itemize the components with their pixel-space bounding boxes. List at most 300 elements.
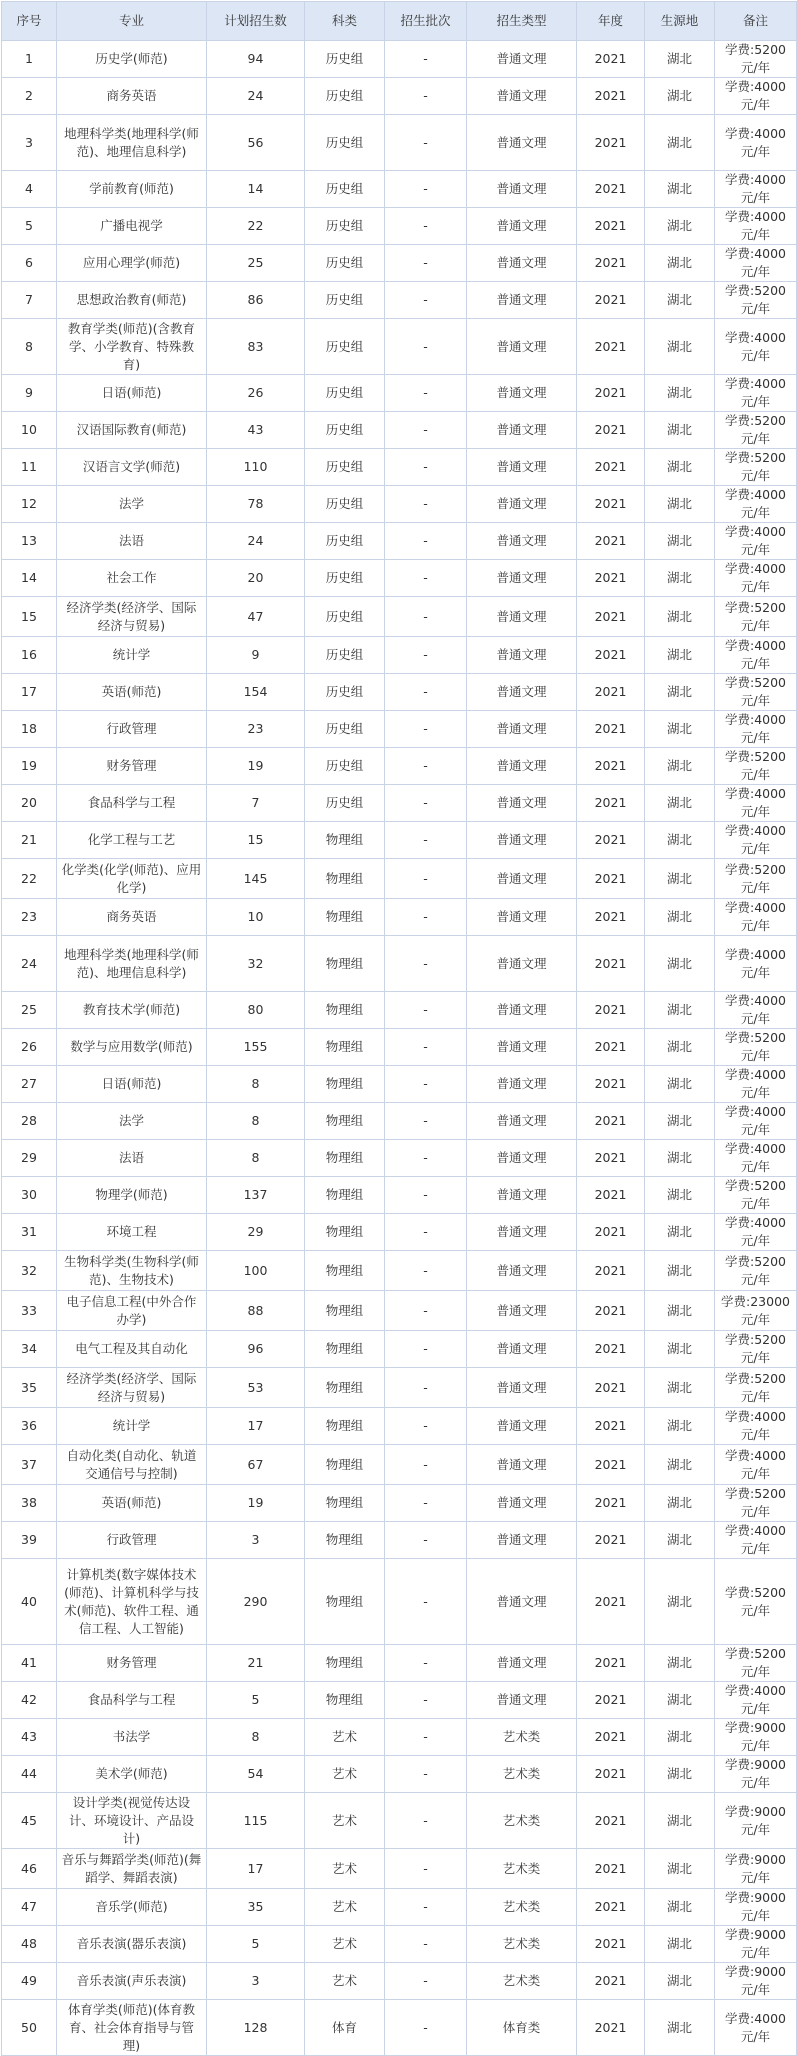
- cell-planned-enrollment: 3: [207, 1963, 305, 2000]
- cell-year: 2021: [577, 1719, 645, 1756]
- table-row: [2, 319, 797, 375]
- cell-major: 行政管理: [57, 711, 207, 748]
- cell-major: 教育学类(师范)(含教育学、小学教育、特殊教育): [57, 319, 207, 375]
- cell-remarks: 学费:5200元/年: [715, 449, 797, 486]
- cell-admission-type: 普通文理: [467, 560, 577, 597]
- cell-subject-group: 历史组: [305, 597, 385, 637]
- cell-origin: 湖北: [645, 674, 715, 711]
- table-row: [2, 637, 797, 674]
- cell-year: 2021: [577, 486, 645, 523]
- cell-major: 日语(师范): [57, 375, 207, 412]
- cell-index: 27: [2, 1066, 57, 1103]
- cell-index: 45: [2, 1793, 57, 1849]
- cell-major: 经济学类(经济学、国际经济与贸易): [57, 1368, 207, 1408]
- cell-origin: 湖北: [645, 1889, 715, 1926]
- cell-major: 食品科学与工程: [57, 785, 207, 822]
- cell-admission-type: 普通文理: [467, 674, 577, 711]
- col-header-planned-enrollment: 计划招生数: [207, 2, 305, 41]
- cell-remarks: 学费:9000元/年: [715, 1926, 797, 1963]
- cell-origin: 湖北: [645, 936, 715, 992]
- cell-year: 2021: [577, 1849, 645, 1889]
- cell-admission-type: 普通文理: [467, 1645, 577, 1682]
- cell-index: 26: [2, 1029, 57, 1066]
- cell-remarks: 学费:5200元/年: [715, 282, 797, 319]
- cell-batch: -: [385, 1522, 467, 1559]
- cell-index: 34: [2, 1331, 57, 1368]
- table-row: [2, 1963, 797, 2000]
- cell-index: 37: [2, 1445, 57, 1485]
- cell-origin: 湖北: [645, 1177, 715, 1214]
- cell-planned-enrollment: 8: [207, 1140, 305, 1177]
- cell-year: 2021: [577, 1103, 645, 1140]
- cell-remarks: 学费:5200元/年: [715, 412, 797, 449]
- cell-planned-enrollment: 154: [207, 674, 305, 711]
- cell-origin: 湖北: [645, 208, 715, 245]
- cell-origin: 湖北: [645, 523, 715, 560]
- cell-remarks: 学费:4000元/年: [715, 171, 797, 208]
- cell-planned-enrollment: 25: [207, 245, 305, 282]
- cell-admission-type: 艺术类: [467, 1719, 577, 1756]
- cell-remarks: 学费:4000元/年: [715, 1214, 797, 1251]
- cell-remarks: 学费:5200元/年: [715, 674, 797, 711]
- cell-major: 法语: [57, 1140, 207, 1177]
- cell-planned-enrollment: 96: [207, 1331, 305, 1368]
- cell-major: 社会工作: [57, 560, 207, 597]
- cell-year: 2021: [577, 936, 645, 992]
- cell-index: 47: [2, 1889, 57, 1926]
- table-row: [2, 208, 797, 245]
- cell-admission-type: 普通文理: [467, 1029, 577, 1066]
- cell-subject-group: 物理组: [305, 1029, 385, 1066]
- cell-remarks: 学费:4000元/年: [715, 2000, 797, 2056]
- cell-batch: -: [385, 822, 467, 859]
- cell-planned-enrollment: 94: [207, 41, 305, 78]
- cell-admission-type: 普通文理: [467, 41, 577, 78]
- cell-major: 体育学类(师范)(体育教育、社会体育指导与管理): [57, 2000, 207, 2056]
- cell-year: 2021: [577, 1889, 645, 1926]
- cell-index: 44: [2, 1756, 57, 1793]
- cell-batch: -: [385, 1926, 467, 1963]
- cell-subject-group: 历史组: [305, 486, 385, 523]
- cell-admission-type: 普通文理: [467, 282, 577, 319]
- cell-remarks: 学费:4000元/年: [715, 523, 797, 560]
- cell-admission-type: 普通文理: [467, 859, 577, 899]
- cell-remarks: 学费:4000元/年: [715, 1103, 797, 1140]
- cell-subject-group: 历史组: [305, 523, 385, 560]
- cell-subject-group: 艺术: [305, 1719, 385, 1756]
- col-header-remarks: 备注: [715, 2, 797, 41]
- cell-year: 2021: [577, 1331, 645, 1368]
- cell-year: 2021: [577, 115, 645, 171]
- cell-remarks: 学费:5200元/年: [715, 1177, 797, 1214]
- cell-year: 2021: [577, 1251, 645, 1291]
- cell-major: 商务英语: [57, 78, 207, 115]
- cell-major: 思想政治教育(师范): [57, 282, 207, 319]
- table-row: [2, 449, 797, 486]
- cell-subject-group: 艺术: [305, 1849, 385, 1889]
- cell-planned-enrollment: 5: [207, 1682, 305, 1719]
- cell-origin: 湖北: [645, 1522, 715, 1559]
- cell-major: 音乐学(师范): [57, 1889, 207, 1926]
- cell-year: 2021: [577, 1408, 645, 1445]
- cell-year: 2021: [577, 1926, 645, 1963]
- cell-admission-type: 普通文理: [467, 1291, 577, 1331]
- cell-index: 40: [2, 1559, 57, 1645]
- cell-planned-enrollment: 15: [207, 822, 305, 859]
- cell-batch: -: [385, 41, 467, 78]
- col-header-index: 序号: [2, 2, 57, 41]
- cell-index: 38: [2, 1485, 57, 1522]
- cell-batch: -: [385, 1066, 467, 1103]
- cell-admission-type: 艺术类: [467, 1793, 577, 1849]
- cell-subject-group: 历史组: [305, 41, 385, 78]
- table-row: [2, 41, 797, 78]
- cell-admission-type: 普通文理: [467, 1682, 577, 1719]
- cell-subject-group: 物理组: [305, 1485, 385, 1522]
- cell-batch: -: [385, 1849, 467, 1889]
- cell-origin: 湖北: [645, 1682, 715, 1719]
- cell-subject-group: 历史组: [305, 412, 385, 449]
- cell-year: 2021: [577, 245, 645, 282]
- cell-batch: -: [385, 711, 467, 748]
- cell-planned-enrollment: 137: [207, 1177, 305, 1214]
- cell-origin: 湖北: [645, 1140, 715, 1177]
- cell-subject-group: 历史组: [305, 560, 385, 597]
- cell-subject-group: 历史组: [305, 785, 385, 822]
- cell-batch: -: [385, 1103, 467, 1140]
- table-row: [2, 1889, 797, 1926]
- cell-batch: -: [385, 1214, 467, 1251]
- cell-origin: 湖北: [645, 449, 715, 486]
- cell-origin: 湖北: [645, 282, 715, 319]
- cell-index: 7: [2, 282, 57, 319]
- cell-planned-enrollment: 8: [207, 1066, 305, 1103]
- cell-subject-group: 物理组: [305, 1291, 385, 1331]
- cell-origin: 湖北: [645, 1849, 715, 1889]
- cell-major: 学前教育(师范): [57, 171, 207, 208]
- cell-subject-group: 物理组: [305, 1645, 385, 1682]
- table-row: [2, 1331, 797, 1368]
- cell-admission-type: 普通文理: [467, 208, 577, 245]
- table-row: [2, 1251, 797, 1291]
- cell-major: 电子信息工程(中外合作办学): [57, 1291, 207, 1331]
- cell-subject-group: 历史组: [305, 674, 385, 711]
- cell-remarks: 学费:23000元/年: [715, 1291, 797, 1331]
- cell-year: 2021: [577, 822, 645, 859]
- cell-index: 17: [2, 674, 57, 711]
- header-row: [2, 2, 797, 41]
- cell-admission-type: 普通文理: [467, 899, 577, 936]
- cell-planned-enrollment: 19: [207, 1485, 305, 1522]
- cell-year: 2021: [577, 1066, 645, 1103]
- cell-batch: -: [385, 899, 467, 936]
- cell-origin: 湖北: [645, 1066, 715, 1103]
- table-row: [2, 486, 797, 523]
- cell-admission-type: 艺术类: [467, 1963, 577, 2000]
- cell-origin: 湖北: [645, 597, 715, 637]
- cell-batch: -: [385, 1177, 467, 1214]
- cell-year: 2021: [577, 171, 645, 208]
- cell-major: 音乐表演(器乐表演): [57, 1926, 207, 1963]
- cell-origin: 湖北: [645, 319, 715, 375]
- cell-subject-group: 艺术: [305, 1963, 385, 2000]
- cell-batch: -: [385, 674, 467, 711]
- cell-index: 6: [2, 245, 57, 282]
- cell-subject-group: 历史组: [305, 449, 385, 486]
- cell-year: 2021: [577, 78, 645, 115]
- cell-origin: 湖北: [645, 1926, 715, 1963]
- cell-planned-enrollment: 8: [207, 1103, 305, 1140]
- cell-remarks: 学费:9000元/年: [715, 1963, 797, 2000]
- cell-planned-enrollment: 43: [207, 412, 305, 449]
- cell-index: 1: [2, 41, 57, 78]
- cell-major: 音乐表演(声乐表演): [57, 1963, 207, 2000]
- cell-major: 商务英语: [57, 899, 207, 936]
- cell-remarks: 学费:4000元/年: [715, 115, 797, 171]
- cell-year: 2021: [577, 1963, 645, 2000]
- cell-remarks: 学费:4000元/年: [715, 560, 797, 597]
- cell-year: 2021: [577, 1485, 645, 1522]
- cell-subject-group: 物理组: [305, 992, 385, 1029]
- cell-planned-enrollment: 24: [207, 523, 305, 560]
- cell-subject-group: 历史组: [305, 375, 385, 412]
- cell-planned-enrollment: 14: [207, 171, 305, 208]
- cell-index: 35: [2, 1368, 57, 1408]
- cell-planned-enrollment: 17: [207, 1408, 305, 1445]
- cell-major: 自动化类(自动化、轨道交通信号与控制): [57, 1445, 207, 1485]
- cell-year: 2021: [577, 1445, 645, 1485]
- cell-origin: 湖北: [645, 1793, 715, 1849]
- cell-index: 31: [2, 1214, 57, 1251]
- cell-batch: -: [385, 597, 467, 637]
- cell-batch: -: [385, 1140, 467, 1177]
- table-row: [2, 1793, 797, 1849]
- cell-index: 9: [2, 375, 57, 412]
- cell-major: 历史学(师范): [57, 41, 207, 78]
- cell-subject-group: 物理组: [305, 899, 385, 936]
- cell-origin: 湖北: [645, 1408, 715, 1445]
- table-row: [2, 171, 797, 208]
- cell-admission-type: 艺术类: [467, 1849, 577, 1889]
- table-row: [2, 78, 797, 115]
- cell-subject-group: 物理组: [305, 1251, 385, 1291]
- cell-subject-group: 历史组: [305, 748, 385, 785]
- cell-year: 2021: [577, 1522, 645, 1559]
- cell-batch: -: [385, 936, 467, 992]
- cell-batch: -: [385, 1719, 467, 1756]
- cell-index: 48: [2, 1926, 57, 1963]
- cell-origin: 湖北: [645, 245, 715, 282]
- cell-year: 2021: [577, 992, 645, 1029]
- table-row: [2, 1485, 797, 1522]
- cell-planned-enrollment: 8: [207, 1719, 305, 1756]
- cell-origin: 湖北: [645, 748, 715, 785]
- cell-year: 2021: [577, 208, 645, 245]
- cell-remarks: 学费:5200元/年: [715, 41, 797, 78]
- cell-index: 46: [2, 1849, 57, 1889]
- cell-remarks: 学费:5200元/年: [715, 859, 797, 899]
- cell-year: 2021: [577, 41, 645, 78]
- cell-subject-group: 物理组: [305, 1214, 385, 1251]
- cell-major: 计算机类(数字媒体技术(师范)、计算机科学与技术(师范)、软件工程、通信工程、人工智能): [57, 1559, 207, 1645]
- cell-remarks: 学费:4000元/年: [715, 637, 797, 674]
- cell-index: 2: [2, 78, 57, 115]
- cell-batch: -: [385, 449, 467, 486]
- cell-major: 书法学: [57, 1719, 207, 1756]
- cell-planned-enrollment: 80: [207, 992, 305, 1029]
- cell-year: 2021: [577, 1177, 645, 1214]
- cell-index: 33: [2, 1291, 57, 1331]
- cell-index: 30: [2, 1177, 57, 1214]
- cell-major: 化学工程与工艺: [57, 822, 207, 859]
- cell-subject-group: 物理组: [305, 1522, 385, 1559]
- table-row: [2, 282, 797, 319]
- cell-admission-type: 艺术类: [467, 1756, 577, 1793]
- col-header-batch: 招生批次: [385, 2, 467, 41]
- cell-year: 2021: [577, 375, 645, 412]
- table-row: [2, 1756, 797, 1793]
- cell-remarks: 学费:5200元/年: [715, 1251, 797, 1291]
- cell-origin: 湖北: [645, 1368, 715, 1408]
- cell-remarks: 学费:5200元/年: [715, 1645, 797, 1682]
- cell-year: 2021: [577, 319, 645, 375]
- cell-year: 2021: [577, 1214, 645, 1251]
- cell-index: 19: [2, 748, 57, 785]
- cell-batch: -: [385, 523, 467, 560]
- cell-subject-group: 物理组: [305, 1177, 385, 1214]
- cell-remarks: 学费:4000元/年: [715, 1066, 797, 1103]
- cell-admission-type: 普通文理: [467, 1214, 577, 1251]
- cell-remarks: 学费:4000元/年: [715, 1140, 797, 1177]
- cell-admission-type: 普通文理: [467, 1251, 577, 1291]
- cell-subject-group: 艺术: [305, 1926, 385, 1963]
- cell-subject-group: 历史组: [305, 115, 385, 171]
- cell-major: 统计学: [57, 637, 207, 674]
- cell-index: 3: [2, 115, 57, 171]
- cell-origin: 湖北: [645, 1963, 715, 2000]
- cell-admission-type: 普通文理: [467, 597, 577, 637]
- cell-admission-type: 普通文理: [467, 449, 577, 486]
- cell-major: 地理科学类(地理科学(师范)、地理信息科学): [57, 115, 207, 171]
- cell-planned-enrollment: 53: [207, 1368, 305, 1408]
- cell-major: 经济学类(经济学、国际经济与贸易): [57, 597, 207, 637]
- table-row: [2, 1522, 797, 1559]
- cell-major: 英语(师范): [57, 1485, 207, 1522]
- cell-planned-enrollment: 10: [207, 899, 305, 936]
- cell-remarks: 学费:4000元/年: [715, 319, 797, 375]
- table-row: [2, 1645, 797, 1682]
- table-row: [2, 822, 797, 859]
- cell-admission-type: 普通文理: [467, 936, 577, 992]
- cell-origin: 湖北: [645, 1756, 715, 1793]
- cell-index: 21: [2, 822, 57, 859]
- cell-subject-group: 物理组: [305, 1408, 385, 1445]
- cell-index: 20: [2, 785, 57, 822]
- table-row: [2, 899, 797, 936]
- table-row: [2, 2000, 797, 2056]
- cell-origin: 湖北: [645, 1445, 715, 1485]
- cell-origin: 湖北: [645, 115, 715, 171]
- cell-batch: -: [385, 1029, 467, 1066]
- cell-remarks: 学费:9000元/年: [715, 1756, 797, 1793]
- cell-batch: -: [385, 1559, 467, 1645]
- cell-origin: 湖北: [645, 1214, 715, 1251]
- cell-year: 2021: [577, 1793, 645, 1849]
- cell-subject-group: 历史组: [305, 245, 385, 282]
- cell-origin: 湖北: [645, 1029, 715, 1066]
- admission-plan-table: [1, 1, 797, 2056]
- cell-index: 15: [2, 597, 57, 637]
- cell-origin: 湖北: [645, 1719, 715, 1756]
- cell-origin: 湖北: [645, 560, 715, 597]
- cell-origin: 湖北: [645, 171, 715, 208]
- cell-batch: -: [385, 208, 467, 245]
- cell-planned-enrollment: 3: [207, 1522, 305, 1559]
- cell-subject-group: 艺术: [305, 1889, 385, 1926]
- cell-index: 32: [2, 1251, 57, 1291]
- cell-major: 法语: [57, 523, 207, 560]
- cell-major: 电气工程及其自动化: [57, 1331, 207, 1368]
- cell-year: 2021: [577, 748, 645, 785]
- cell-year: 2021: [577, 674, 645, 711]
- cell-batch: -: [385, 1963, 467, 2000]
- cell-admission-type: 普通文理: [467, 1066, 577, 1103]
- cell-planned-enrollment: 19: [207, 748, 305, 785]
- cell-batch: -: [385, 319, 467, 375]
- cell-index: 39: [2, 1522, 57, 1559]
- cell-admission-type: 普通文理: [467, 1522, 577, 1559]
- cell-origin: 湖北: [645, 1331, 715, 1368]
- cell-admission-type: 普通文理: [467, 1559, 577, 1645]
- cell-remarks: 学费:4000元/年: [715, 245, 797, 282]
- cell-subject-group: 历史组: [305, 637, 385, 674]
- cell-remarks: 学费:5200元/年: [715, 597, 797, 637]
- cell-remarks: 学费:4000元/年: [715, 936, 797, 992]
- cell-planned-enrollment: 145: [207, 859, 305, 899]
- cell-index: 13: [2, 523, 57, 560]
- cell-index: 29: [2, 1140, 57, 1177]
- table-row: [2, 992, 797, 1029]
- cell-origin: 湖北: [645, 899, 715, 936]
- cell-subject-group: 历史组: [305, 208, 385, 245]
- table-row: [2, 1029, 797, 1066]
- cell-batch: -: [385, 412, 467, 449]
- table-row: [2, 711, 797, 748]
- table-row: [2, 560, 797, 597]
- cell-major: 财务管理: [57, 1645, 207, 1682]
- cell-index: 24: [2, 936, 57, 992]
- cell-subject-group: 物理组: [305, 1066, 385, 1103]
- cell-major: 数学与应用数学(师范): [57, 1029, 207, 1066]
- cell-subject-group: 体育: [305, 2000, 385, 2056]
- cell-remarks: 学费:4000元/年: [715, 711, 797, 748]
- cell-major: 环境工程: [57, 1214, 207, 1251]
- cell-batch: -: [385, 1485, 467, 1522]
- cell-admission-type: 普通文理: [467, 319, 577, 375]
- table-row: [2, 523, 797, 560]
- cell-origin: 湖北: [645, 859, 715, 899]
- cell-remarks: 学费:4000元/年: [715, 375, 797, 412]
- cell-remarks: 学费:5200元/年: [715, 1559, 797, 1645]
- cell-planned-enrollment: 7: [207, 785, 305, 822]
- cell-remarks: 学费:4000元/年: [715, 899, 797, 936]
- col-header-admission-type: 招生类型: [467, 2, 577, 41]
- cell-major: 法学: [57, 1103, 207, 1140]
- cell-batch: -: [385, 78, 467, 115]
- cell-origin: 湖北: [645, 375, 715, 412]
- cell-subject-group: 历史组: [305, 711, 385, 748]
- cell-year: 2021: [577, 1029, 645, 1066]
